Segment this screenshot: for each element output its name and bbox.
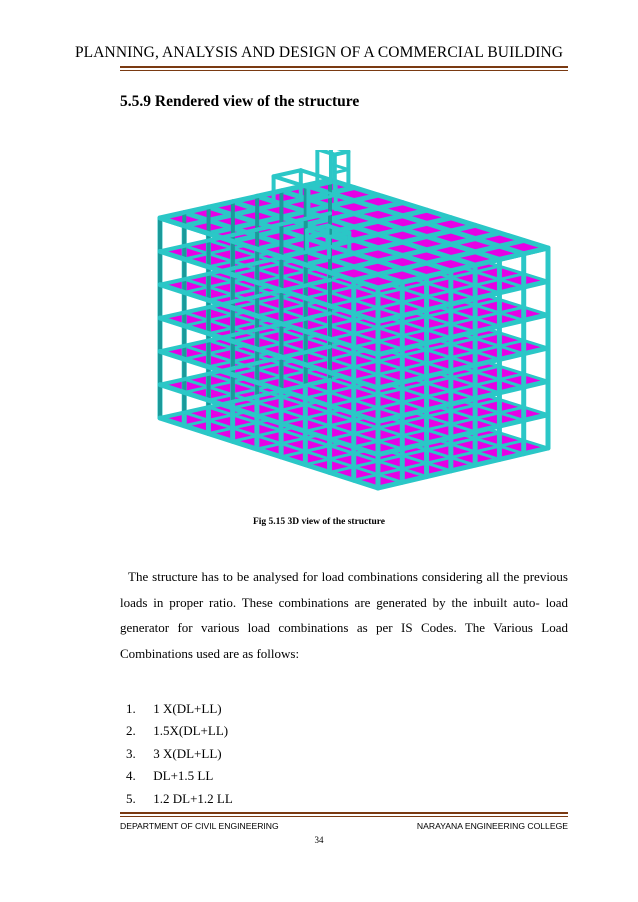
list-number: 4. bbox=[126, 768, 136, 784]
building-frame bbox=[160, 150, 548, 488]
footer-college: NARAYANA ENGINEERING COLLEGE bbox=[416, 821, 568, 831]
structure-3d-render bbox=[148, 150, 568, 520]
list-number: 2. bbox=[126, 723, 136, 739]
list-text: 1.2 DL+1.2 LL bbox=[153, 790, 233, 806]
list-text: 3 X(DL+LL) bbox=[153, 745, 222, 761]
list-item bbox=[120, 743, 233, 765]
list-item bbox=[120, 720, 233, 742]
load-combination-list bbox=[120, 698, 233, 810]
page-number: 34 bbox=[314, 835, 324, 845]
list-number: 1. bbox=[126, 701, 136, 716]
footer-rule bbox=[120, 812, 568, 814]
running-header: PLANNING, ANALYSIS AND DESIGN OF A COMMERCIAL BUILDING bbox=[74, 44, 564, 61]
roof-tower-beam bbox=[335, 152, 349, 155]
list-number: 3. bbox=[126, 745, 136, 761]
section-heading: 5.5.9 Rendered view of the structure bbox=[120, 93, 360, 110]
footer-department: DEPARTMENT OF CIVIL ENGINEERING bbox=[120, 821, 279, 831]
figure-caption: Fig 5.15 3D view of the structure bbox=[252, 517, 385, 527]
body-paragraph bbox=[120, 564, 568, 666]
list-text: 1.5X(DL+LL) bbox=[153, 723, 229, 739]
roof-tower-beam bbox=[335, 170, 349, 173]
roof-box-beam bbox=[274, 170, 301, 176]
footer-rule-thin bbox=[120, 816, 568, 817]
list-item bbox=[120, 698, 233, 720]
list-item bbox=[120, 788, 233, 810]
list-text: DL+1.5 LL bbox=[153, 768, 214, 784]
list-number: 5. bbox=[126, 790, 136, 806]
paragraph-text: The structure has to be analysed for load combinations considering all the previous loads in proper ratio. These combinations are generated by the inbuilt auto- load generator for various load combinations as per IS Codes. The Various Load Combinations used are as follows: bbox=[120, 569, 568, 661]
list-item bbox=[120, 765, 233, 787]
list-text: 1 X(DL+LL) bbox=[153, 701, 222, 716]
header-rule-thin bbox=[120, 70, 568, 71]
header-rule bbox=[120, 66, 568, 68]
